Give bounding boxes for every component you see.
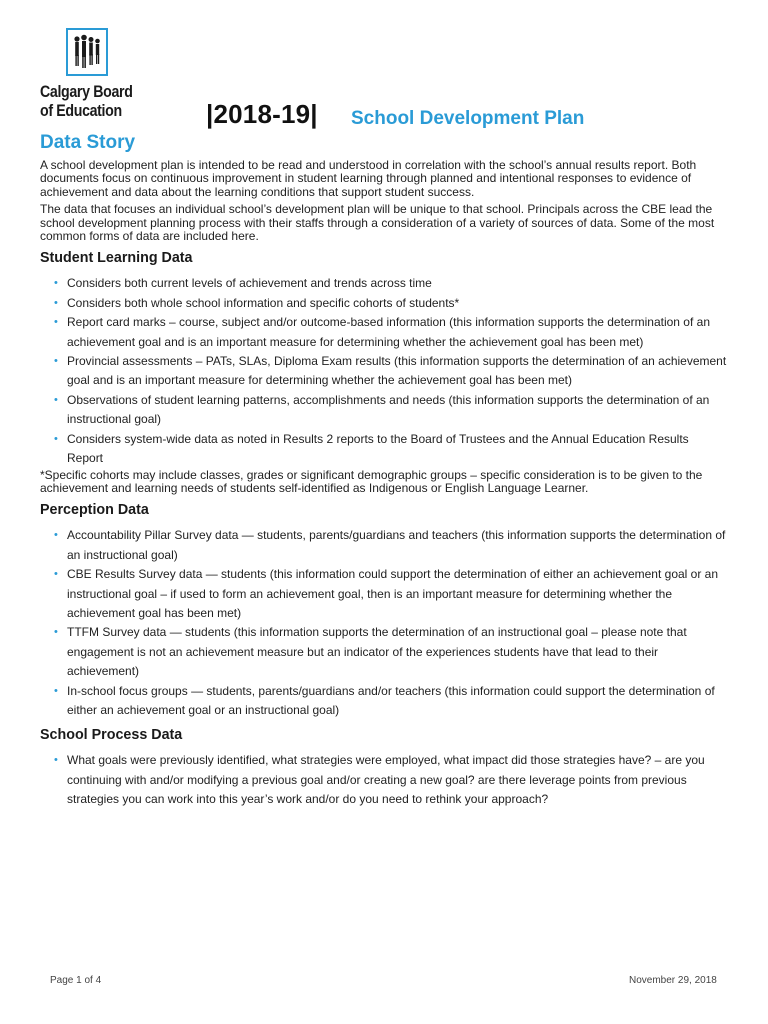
perception-list bbox=[40, 526, 728, 720]
cohort-footnote: *Specific cohorts may include classes, grades or significant demographic groups – specific consideration is to be given to the achievement and learning needs of students self-identified as Indigenous or English Language Learner. bbox=[40, 467, 703, 495]
school-process-heading: School Process Data bbox=[40, 727, 183, 744]
list-item: • What goals were previously identified, what strategies were employed, what impact did those strategies have? – are you continuing with and/or modifying a previous goal and/or creating a new goal? are there leverage points from previous strategies you can work into this year’s work and/or do you need to rethink your approach? bbox=[40, 751, 728, 809]
data-story-heading: Data Story bbox=[40, 132, 136, 153]
main-content bbox=[40, 159, 728, 810]
list-item: • Observations of student learning patterns, accomplishments and needs (this information supports the determination of an instructional goal) bbox=[40, 391, 728, 430]
logo-line: of Education bbox=[40, 102, 122, 120]
list-item: • Accountability Pillar Survey data — students, parents/guardians and teachers (this information supports the determination of an instructional goal) bbox=[40, 526, 728, 565]
people-silhouettes-icon bbox=[66, 28, 108, 76]
list-item: • Report card marks – course, subject and/or outcome-based information (this information supports the determination of an achievement goal and is an important measure for determining whether the achievement goal has been met) bbox=[40, 313, 728, 352]
page-number: Page 1 of 4 bbox=[50, 975, 102, 986]
logo-wordmark bbox=[40, 83, 133, 121]
list-item: • CBE Results Survey data — students (this information could support the determination of either an achievement goal or an instructional goal – if used to form an achievement goal, then is an important measure for determining whether the achievement goal has been met) bbox=[40, 565, 728, 623]
list-item: • TTFM Survey data — students (this information supports the determination of an instructional goal – please note that engagement is not an achievement measure but an indicator of the experiences students have that lead to their achievement) bbox=[40, 623, 728, 681]
document-title: School Development Plan bbox=[351, 108, 585, 129]
student-learning-list bbox=[40, 274, 728, 468]
plan-year: |2018-19| bbox=[206, 99, 318, 129]
intro-paragraph: The data that focuses an individual school’s development plan will be unique to that school. Principals across the CBE lead the school development planning process with their staffs through a consideration of a variety of sources of data. Some of the most common forms of data are included here. bbox=[40, 202, 715, 244]
school-process-list bbox=[40, 751, 728, 809]
list-item: • Considers system-wide data as noted in Results 2 reports to the Board of Trustees and the Annual Education Results Report bbox=[40, 430, 728, 469]
list-item: • In-school focus groups — students, parents/guardians and/or teachers (this information could support the determination of either an achievement goal or an instructional goal) bbox=[40, 682, 728, 721]
cbe-logo bbox=[40, 28, 140, 128]
list-item: • Considers both current levels of achievement and trends across time bbox=[40, 274, 728, 293]
footer-date: November 29, 2018 bbox=[629, 975, 717, 986]
list-item: • Provincial assessments – PATs, SLAs, Diploma Exam results (this information supports the determination of an achievement goal and is an important measure for determining whether the achievement goal has been met) bbox=[40, 352, 728, 391]
list-item: • Considers both whole school information and specific cohorts of students* bbox=[40, 294, 728, 313]
perception-heading: Perception Data bbox=[40, 502, 149, 519]
intro-paragraph: A school development plan is intended to be read and understood in correlation with the school’s annual results report. Both documents focus on continuous improvement in student learning through planned and intentional responses to evidence of achievement and data about the learning conditions that support student success. bbox=[40, 158, 697, 199]
logo-line: Calgary Board bbox=[40, 83, 133, 101]
student-learning-heading: Student Learning Data bbox=[40, 250, 193, 267]
